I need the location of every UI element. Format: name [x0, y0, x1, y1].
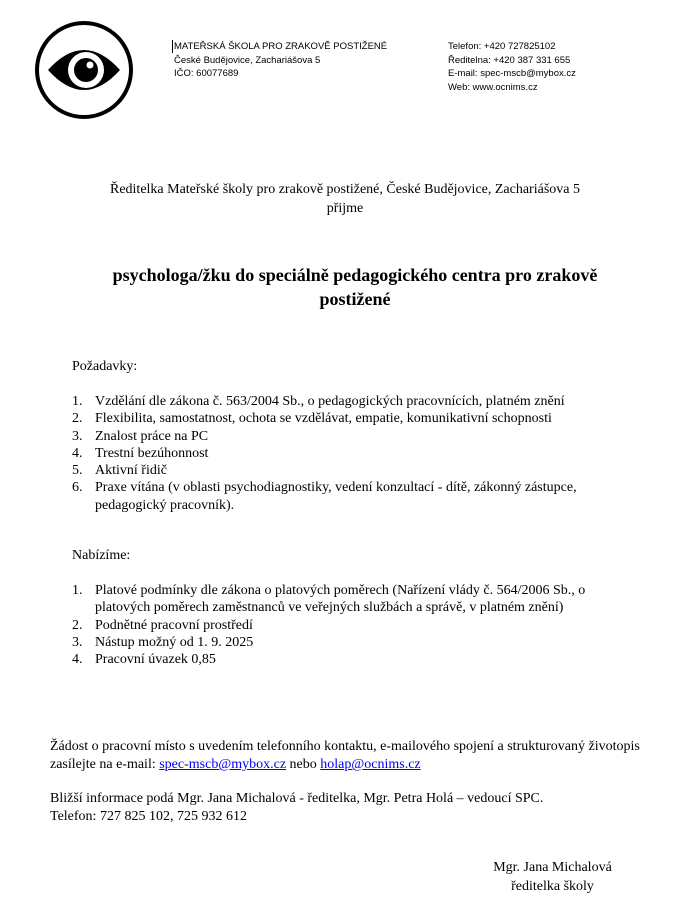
- info-line-2: Telefon: 727 825 102, 725 932 612: [50, 809, 247, 824]
- offers-heading: Nabízíme:: [72, 548, 131, 563]
- org-address: České Budějovice, Zachariášova 5: [174, 54, 321, 66]
- job-title-line-2: postižené: [319, 289, 391, 309]
- list-item: 4. Pracovní úvazek 0,85: [72, 652, 216, 668]
- apply-text: Žádost o pracovní místo s uvedením telefonního kontaktu, e-mailového spojení a strukturovaný životopis zasílejte na e-mail:: [50, 739, 640, 772]
- list-item: 2. Podnětné pracovní prostředí: [72, 617, 253, 633]
- intro-line-1: Ředitelka Mateřské školy pro zrakově postižené, České Budějovice, Zachariášova 5: [109, 182, 580, 197]
- intro-line-2: přijme: [326, 201, 364, 216]
- requirements-heading: Požadavky:: [72, 359, 138, 374]
- list-item: 3. Nástup možný od 1. 9. 2025: [72, 634, 254, 650]
- contact-director-phone: Ředitelna: +420 387 331 655: [448, 54, 571, 66]
- intro-text: [50, 180, 640, 218]
- list-item: 2. Flexibilita, samostatnost, ochota se vzdělávat, empatie, komunikativní schopnosti: [72, 411, 552, 427]
- email-link-spec[interactable]: spec-mscb@mybox.cz: [159, 757, 287, 772]
- org-ico: IČO: 60077689: [174, 68, 239, 79]
- email-link-holap[interactable]: holap@ocnims.cz: [320, 757, 421, 772]
- school-info: [174, 40, 387, 81]
- org-name: MATEŘSKÁ ŠKOLA PRO ZRAKOVĚ POSTIŽENÉ: [174, 41, 388, 52]
- apply-conj: nebo: [289, 757, 317, 772]
- list-item: 1. Vzdělání dle zákona č. 563/2004 Sb., o pedagogických pracovnících, platném znění: [72, 394, 565, 409]
- requirements-list: [72, 393, 627, 514]
- application-instructions: [50, 738, 640, 774]
- contact-email: E-mail: spec-mscb@mybox.cz: [448, 68, 576, 79]
- job-title: [60, 263, 650, 311]
- signature-block: [470, 858, 635, 896]
- info-line-1: Bližší informace podá Mgr. Jana Michalová - ředitelka, Mgr. Petra Holá – vedoucí SPC.: [50, 791, 544, 806]
- contact-phone: Telefon: +420 727825102: [448, 41, 556, 52]
- job-title-line-1: psychologa/žku do speciálně pedagogického centra pro zrakově: [112, 265, 598, 285]
- contact-web: Web: www.ocnims.cz: [448, 81, 538, 93]
- list-item: 1. Platové podmínky dle zákona o platových poměrech (Nařízení vlády č. 564/2006 Sb., o platových poměrech zaměstnanců ve veřejných službách a správě, v platném znění): [72, 583, 586, 616]
- list-item: 5. Aktivní řidič: [72, 463, 167, 479]
- signature-name: Mgr. Jana Michalová: [493, 860, 612, 875]
- signature-role: ředitelka školy: [511, 879, 594, 894]
- more-info: [50, 790, 640, 826]
- contact-info: [448, 40, 576, 94]
- list-item: 3. Znalost práce na PC: [72, 428, 209, 444]
- eye-logo-icon: [34, 20, 134, 120]
- list-item: 6. Praxe vítána (v oblasti psychodiagnostiky, vedení konzultací - dítě, zákonný zástupce, pedagogický pracovník).: [72, 480, 577, 513]
- list-item: 4. Trestní bezúhonnost: [72, 445, 209, 461]
- offers-list: [72, 582, 627, 668]
